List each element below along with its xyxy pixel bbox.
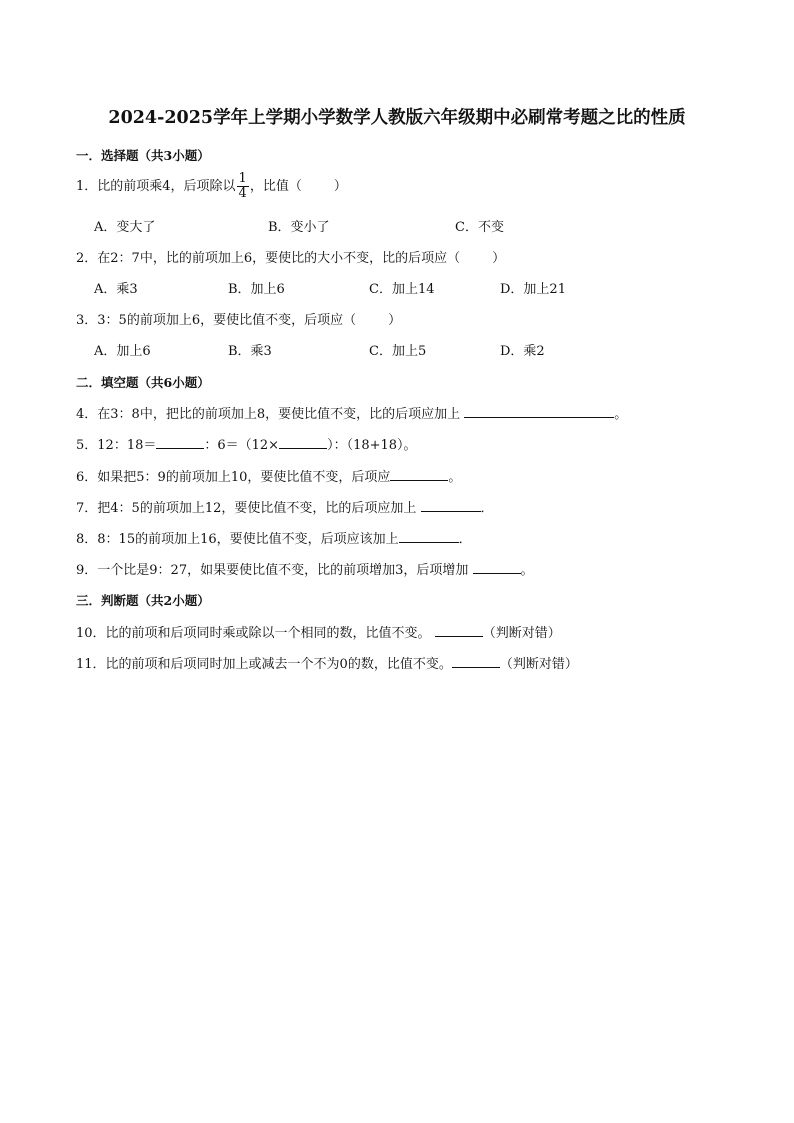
question-11-end: （判断对错） <box>499 657 578 672</box>
answer-blank <box>399 530 459 543</box>
page-title: 2024-2025学年上学期小学数学人教版六年级期中必刷常考题之比的性质 <box>108 108 686 128</box>
answer-blank <box>473 561 521 574</box>
q3-option-c: C．加上5 <box>369 344 427 359</box>
q3-option-a: A．加上6 <box>94 344 151 359</box>
section-heading-true-false: 三．判断题（共2小题） <box>76 593 210 608</box>
question-4-end: 。 <box>614 407 628 422</box>
question-8 <box>76 528 472 547</box>
question-6 <box>76 466 461 485</box>
question-3-text: 3．3：5的前项加上6，要使比值不变，后项应（ <box>76 313 357 328</box>
question-6-text: 6．如果把5：9的前项加上10，要使比值不变，后项应 <box>76 470 391 485</box>
question-1-text-post: ，比值（ <box>249 179 302 194</box>
question-1-text: 1．比的前项乘4，后项除以 <box>76 179 236 194</box>
question-1 <box>76 172 347 201</box>
section-heading-choice: 一．选择题（共3小题） <box>76 148 210 163</box>
question-5 <box>76 434 417 453</box>
q2-option-c: C．加上14 <box>369 282 435 297</box>
q3-option-b: B．乘3 <box>228 344 272 359</box>
question-11 <box>76 653 578 672</box>
q2-option-d: D．加上21 <box>500 282 566 297</box>
question-5-text: 5．12：18＝ <box>76 438 157 453</box>
question-6-end: 。 <box>448 470 462 485</box>
question-2 <box>76 247 505 266</box>
question-3-paren-close: ） <box>388 313 402 328</box>
q1-option-c: C．不变 <box>455 220 504 235</box>
question-9 <box>76 559 534 578</box>
answer-blank <box>435 624 483 637</box>
question-3 <box>76 309 401 328</box>
fraction-one-quarter <box>237 172 249 201</box>
question-5-end: ）：（18+18）。 <box>327 438 417 453</box>
fraction-denominator: 4 <box>238 186 247 201</box>
question-9-end: 。 <box>520 563 534 578</box>
question-1-paren-close: ） <box>333 179 347 194</box>
fraction-numerator: 1 <box>238 171 247 186</box>
question-11-text: 11．比的前项和后项同时加上或减去一个不为0的数，比值不变。 <box>76 657 452 672</box>
question-8-end: ． <box>458 532 472 547</box>
question-10 <box>76 622 561 641</box>
q1-option-a: A．变大了 <box>94 220 156 235</box>
question-4-text: 4．在3：8中，把比的前项加上8，要使比值不变，比的后项应加上 <box>76 407 461 422</box>
question-7-end: ． <box>480 501 494 516</box>
question-5-mid: ：6＝（12× <box>204 438 280 453</box>
question-4 <box>76 403 627 422</box>
q2-option-b: B．加上6 <box>228 282 285 297</box>
section-heading-fill-blank: 二．填空题（共6小题） <box>76 375 210 390</box>
answer-blank <box>464 405 614 418</box>
question-10-end: （判断对错） <box>482 626 561 641</box>
question-10-text: 10．比的前项和后项同时乘或除以一个相同的数，比值不变。 <box>76 626 431 641</box>
question-2-text: 2．在2：7中，比的前项加上6，要使比的大小不变，比的后项应（ <box>76 251 461 266</box>
q2-option-a: A．乘3 <box>94 282 138 297</box>
answer-blank <box>279 436 327 449</box>
q3-option-d: D．乘2 <box>500 344 545 359</box>
question-7-text: 7．把4：5的前项加上12，要使比值不变，比的后项应加上 <box>76 501 417 516</box>
answer-blank <box>390 468 448 481</box>
answer-blank <box>452 655 500 668</box>
question-2-paren-close: ） <box>492 251 506 266</box>
question-8-text: 8．8：15的前项加上16，要使比值不变，后项应该加上 <box>76 532 399 547</box>
answer-blank <box>421 499 481 512</box>
question-9-text: 9．一个比是9：27，如果要使比值不变，比的前项增加3，后项增加 <box>76 563 469 578</box>
question-7 <box>76 497 494 516</box>
answer-blank <box>156 436 204 449</box>
q1-option-b: B．变小了 <box>268 220 330 235</box>
